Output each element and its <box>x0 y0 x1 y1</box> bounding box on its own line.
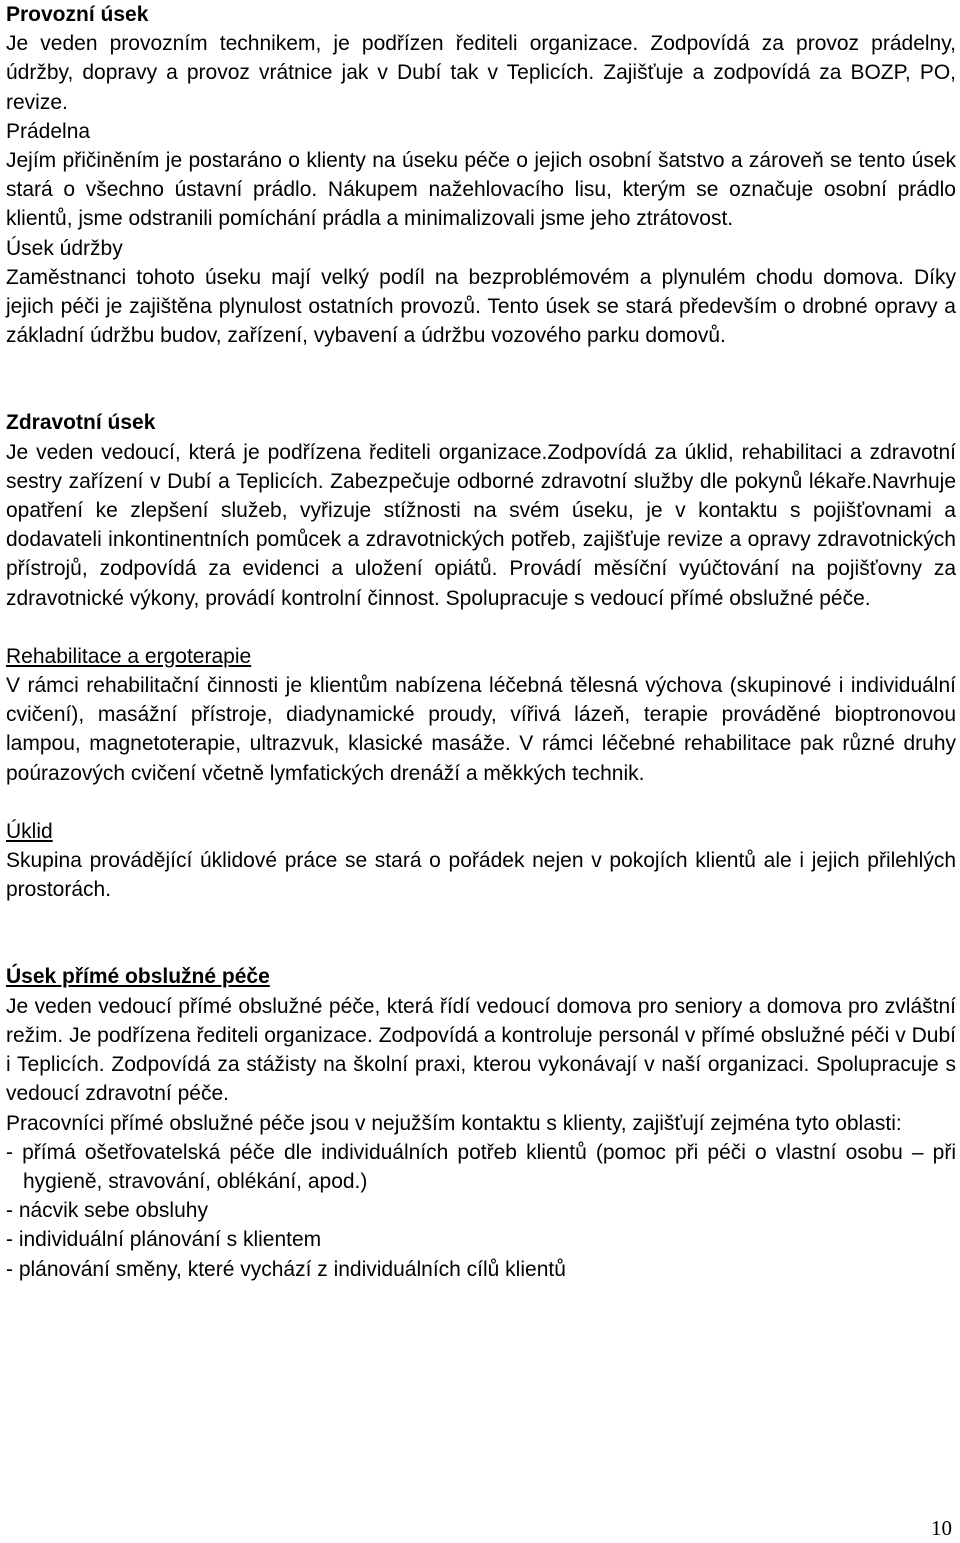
zdravotni-heading: Zdravotní úsek <box>6 411 156 435</box>
udrzba-paragraph: Zaměstnanci tohoto úseku mají velký podíl na bezproblémovém a plynulém chodu domova. Díky jejich péči je zajištěna plynulost ostatních provozů. Tento úsek se stará především o drobné opravy a základní údržbu budov, zařízení, vybavení a údržbu vozového parku domovů. <box>6 265 956 348</box>
prima-paragraph: Je veden vedoucí přímé obslužné péče, která řídí vedoucí domova pro seniory a domova pro zvláštní režim. Je podřízena řediteli organizace. Zodpovídá a kontroluje personál v přímé obslužné péči v Dubí i Teplicích. Zodpovídá za stážisty na školní praxi, kterou vykonávají v naší organizaci. Spolupracuje s vedoucí zdravotní péče. <box>6 994 956 1106</box>
list-item: - přímá ošetřovatelská péče dle individuálních potřeb klientů (pomoc při péči o vlastní osobu – při hygieně, stravování, oblékání, apod.) <box>6 1140 956 1193</box>
rehabilitace-heading: Rehabilitace a ergoterapie <box>6 644 252 668</box>
page-number: 10 <box>931 1516 952 1540</box>
udrzba-subheading: Úsek údržby <box>6 236 123 260</box>
zdravotni-paragraph: Je veden vedoucí, která je podřízena řediteli organizace.Zodpovídá za úklid, rehabilitaci a zdravotní sestry zařízení v Dubí a Teplicích. Zabezpečuje odborné zdravotní služby dle pokynů lékaře.Navrhuje opatření ke zlepšení služeb, vyřizuje stížnosti na svém úseku, je v kontaktu s pojišťovnami a dodavateli inkontinentních pomůcek a zdravotnických potřeb, zajišťuje revize a opravy zdravotnických přístrojů, zodpovídá za evidenci a uložení opiátů. Provádí měsíční vyúčtování na pojišťovny za zdravotnické výkony, provádí kontrolní činnost. Spolupracuje s vedoucí přímé obslužné péče. <box>6 440 956 610</box>
list-item: - plánování směny, které vychází z individuálních cílů klientů <box>6 1257 566 1281</box>
provozni-heading: Provozní úsek <box>6 3 149 26</box>
list-item: - nácvik sebe obsluhy <box>6 1199 208 1223</box>
prima-paragraph-2: Pracovníci přímé obslužné péče jsou v nejužším kontaktu s klienty, zajišťují zejména tyto oblasti: <box>6 1111 902 1135</box>
rehabilitace-paragraph: V rámci rehabilitační činnosti je klientům nabízena léčebná tělesná výchova (skupinové i individuální cvičení), masážní přístroje, diadynamické proudy, vířivá lázeň, terapie prováděné bioptronovou lampou, magnetoterapie, ultrazvuk, klasické masáže. V rámci léčebné rehabilitace pak různé druhy poúrazových cvičení včetně lymfatických drenáží a měkkých technik. <box>6 674 956 785</box>
uklid-paragraph: Skupina provádějící úklidové práce se stará o pořádek nejen v pokojích klientů ale i jejich přilehlých prostorách. <box>6 849 956 902</box>
prima-heading: Úsek přímé obslužné péče <box>6 965 270 989</box>
provozni-paragraph: Je veden provozním technikem, je podřízen řediteli organizace. Zodpovídá za provoz prádelny, údržby, dopravy a provoz vrátnice jak v Dubí tak v Teplicích. Zajišťuje a zodpovídá za BOZP, PO, revize. <box>6 32 956 114</box>
uklid-heading: Úklid <box>6 819 53 843</box>
section-spacer <box>6 350 956 408</box>
pradelna-subheading: Prádelna <box>6 119 91 143</box>
pradelna-paragraph: Jejím přičiněním je postaráno o klienty na úseku péče o jejich osobní šatstvo a zároveň se tento úsek stará o všechno ústavní prádlo. Nákupem nažehlovacího lisu, kterým se označuje osobní prádlo klientů, jsme odstranili pomíchání prádla a minimalizovali jsme jeho ztrátovost. <box>6 149 956 231</box>
section-spacer <box>6 788 956 817</box>
list-item: - individuální plánování s klientem <box>6 1228 322 1252</box>
section-spacer <box>6 904 956 962</box>
section-spacer <box>6 613 956 642</box>
